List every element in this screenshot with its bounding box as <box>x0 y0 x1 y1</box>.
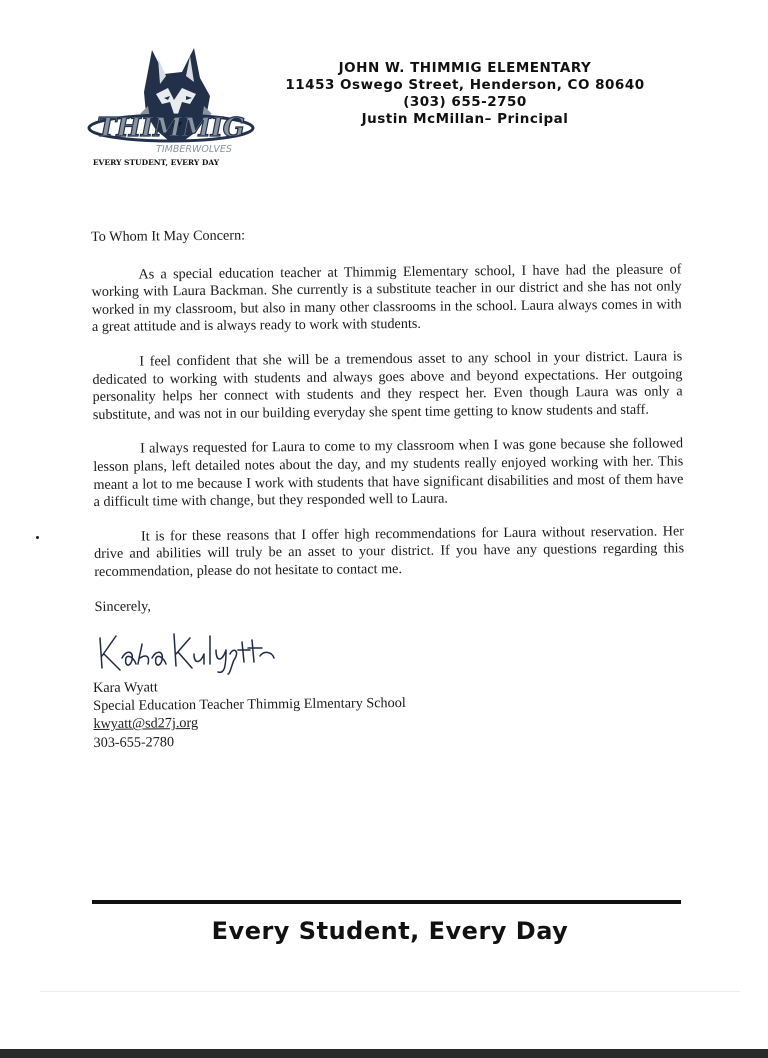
svg-text:EVERY STUDENT, EVERY DAY: EVERY STUDENT, EVERY DAY <box>92 158 220 167</box>
school-phone: (303) 655-2750 <box>403 94 527 110</box>
signer-title: Special Education Teacher Thimmig Elmentary School <box>93 695 406 715</box>
paragraph-2: I feel confident that she will be a tremendous asset to any school in your district. Laura is dedicated to working with students and always goes above and beyond expectations. Her outgoing personality helps her connect with students and they respect her. Even though Laura was only a substitute, and was not in our building everyday she spent time getting to know students and staff. <box>92 348 683 423</box>
closing: Sincerely, <box>94 597 151 615</box>
principal-name: Justin McMillan– Principal <box>361 111 569 127</box>
greeting: To Whom It May Concern: <box>91 227 246 245</box>
svg-text:THIMMIG: THIMMIG <box>96 113 246 143</box>
svg-text:TIMBERWOLVES: TIMBERWOLVES <box>156 144 232 155</box>
signer-name: Kara Wyatt <box>93 679 158 696</box>
paragraph-3: I always requested for Laura to come to my classroom when I was gone because she followed lesson plans, left detailed notes about the day, and my students really enjoyed working with her. This meant a lot to me because I work with students that have significant disabilities and most of them have a difficult time with change, but they responded well to Laura. <box>93 435 684 511</box>
school-address: 11453 Oswego Street, Henderson, CO 80640 <box>285 77 645 93</box>
paragraph-4: It is for these reasons that I offer high recommendations for Laura without reservation. Her drive and abilities will truly be an asset to your district. If you have any questions regarding this recommendation, please do not hesitate to contact me. <box>94 523 685 580</box>
letter-body <box>91 223 685 616</box>
letterhead <box>280 60 650 128</box>
scan-edge-line <box>40 991 740 992</box>
footer-rule <box>92 900 681 904</box>
scan-bottom-edge <box>0 1049 768 1058</box>
signature-block <box>93 676 406 752</box>
footer-motto: Every Student, Every Day <box>211 917 569 945</box>
school-logo <box>86 44 256 174</box>
signer-email-link[interactable]: kwyatt@sd27j.org <box>93 715 199 733</box>
handwritten-signature <box>94 628 279 676</box>
signer-phone: 303-655-2780 <box>93 733 175 751</box>
school-name: JOHN W. THIMMIG ELEMENTARY <box>338 60 592 76</box>
scan-speck <box>36 536 39 539</box>
paragraph-1: As a special education teacher at Thimmig Elementary school, I have had the pleasure of working with Laura Backman. She currently is a substitute teacher in our district and she has not only worked in my classroom, but also in many other classrooms in the school. Laura always comes in with a great attitude and is always ready to work with students. <box>91 260 682 336</box>
thimmig-wordmark <box>89 113 253 167</box>
